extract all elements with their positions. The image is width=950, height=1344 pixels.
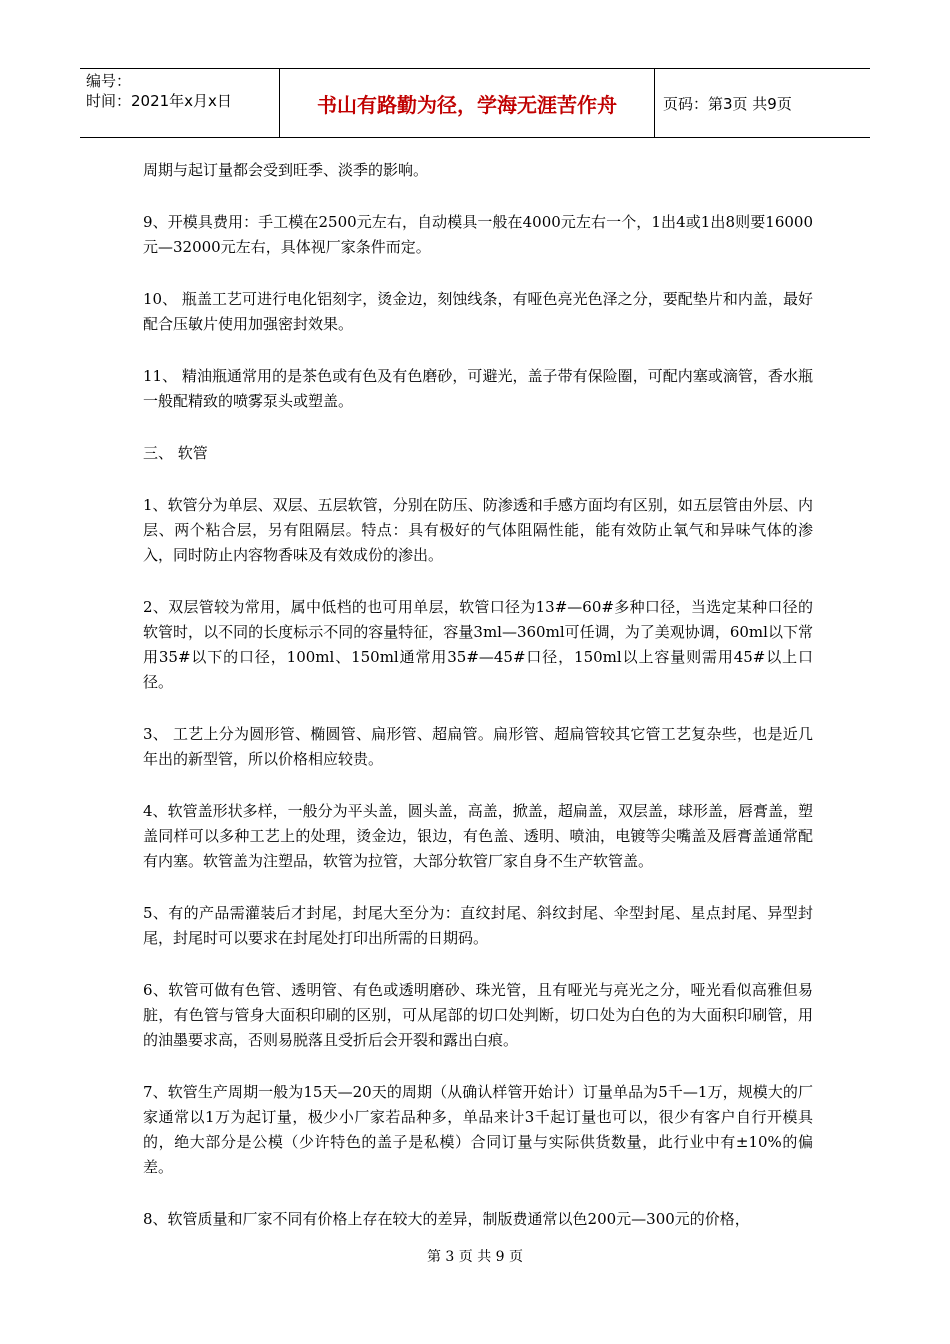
footer-page-number: 第 3 页 共 9 页	[426, 1249, 524, 1265]
paragraph: 周期与起订量都会受到旺季、淡季的影响。	[143, 161, 429, 179]
paragraph: 3、 工艺上分为圆形管、椭圆管、扁形管、超扁管。扁形管、超扁管较其它管工艺复杂些，也是近几年出的新型管，所以价格相应较贵。	[143, 725, 813, 768]
paragraph: 11、 精油瓶通常用的是茶色或有色及有色磨砂，可避光，盖子带有保险圈，可配内塞或滴管，香水瓶一般配精致的喷雾泵头或塑盖。	[143, 367, 813, 410]
paragraph: 2、双层管较为常用，属中低档的也可用单层，软管口径为13#—60#多种口径，当选定某种口径的软管时，以不同的长度标示不同的容量特征，容量3ml—360ml可任调，为了美观协调，60ml以下常用35#以下的口径，100ml、150ml通常用35#—45#口径，150ml以上容量则需用45#以上口径。	[143, 598, 813, 691]
paragraph: 6、软管可做有色管、透明管、有色或透明磨砂、珠光管，且有哑光与亮光之分，哑光看似高雅但易脏，有色管与管身大面积印刷的区别，可从尾部的切口处判断，切口处为白色的为大面积印刷管，用的油墨要求高，否则易脱落且受折后会开裂和露出白痕。	[143, 981, 813, 1049]
paragraph: 9、开模具费用：手工模在2500元左右，自动模具一般在4000元左右一个，1出4或1出8则要16000元—32000元左右，具体视厂家条件而定。	[143, 213, 813, 256]
paragraph: 10、 瓶盖工艺可进行电化铝刻字，烫金边，刻蚀线条，有哑色亮光色泽之分，要配垫片和内盖，最好配合压敏片使用加强密封效果。	[143, 290, 813, 333]
paragraph: 4、软管盖形状多样，一般分为平头盖，圆头盖，高盖，掀盖，超扁盖，双层盖，球形盖，唇膏盖，塑盖同样可以多种工艺上的处理，烫金边，银边，有色盖、透明、喷油，电镀等尖嘴盖及唇膏盖通常配有内塞。软管盖为注塑品，软管为拉管，大部分软管厂家自身不生产软管盖。	[143, 802, 813, 870]
paragraph: 5、有的产品需灌装后才封尾，封尾大至分为：直纹封尾、斜纹封尾、伞型封尾、星点封尾、异型封尾，封尾时可以要求在封尾处打印出所需的日期码。	[143, 904, 813, 947]
header-page-number: 页码：第3页 共9页	[663, 94, 792, 113]
date-text: 时间：2021年x月x日	[86, 92, 232, 110]
header-meta-cell	[80, 69, 280, 137]
paragraph: 7、软管生产周期一般为15天—20天的周期（从确认样管开始计）订量单品为5千—1万，规模大的厂家通常以1万为起订量，极少小厂家若品种多，单品来计3千起订量也可以，很少有客户自行开模具的，绝大部分是公模（少许特色的盖子是私模）合同订量与实际供货数量，此行业中有±10%的偏差。	[143, 1083, 813, 1176]
document-body	[143, 158, 813, 1259]
document-header	[80, 68, 870, 138]
page-footer	[0, 1246, 950, 1266]
paragraph: 8、软管质量和厂家不同有价格上存在较大的差异，制版费通常以色200元—300元的价格，	[143, 1210, 750, 1228]
header-motto-cell	[280, 69, 655, 137]
motto-text: 书山有路勤为径，学海无涯苦作舟	[317, 92, 617, 117]
paragraph: 1、软管分为单层、双层、五层软管，分别在防压、防渗透和手感方面均有区别，如五层管由外层、内层、两个粘合层，另有阻隔层。特点：具有极好的气体阻隔性能，能有效防止氧气和异味气体的渗入，同时防止内容物香味及有效成份的渗出。	[143, 496, 813, 564]
serial-label: 编号：	[86, 72, 132, 90]
header-page-cell	[655, 69, 870, 137]
section-heading: 三、 软管	[143, 444, 208, 462]
